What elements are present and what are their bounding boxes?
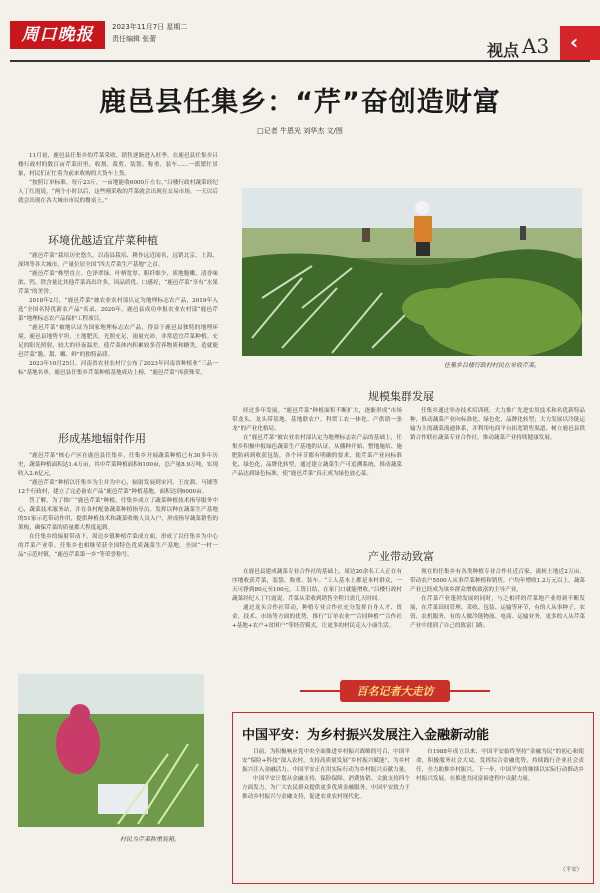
intro-paragraph: “按照订单标准，每斤23斤，一亩地能收6000斤左右，”吕楼行政村蔬菜经纪人丁红霞说，“两个小时以后，这些刚采收的芹菜就会出现在交易市场，一天以后就会出现在各大城市市民的餐桌上。”	[18, 180, 218, 204]
intro-text	[18, 152, 218, 206]
header-rule	[10, 60, 590, 62]
section-body	[232, 407, 402, 547]
section-body-continued	[410, 407, 585, 547]
body-paragraph: 在芹菜产业蓬勃发展的同时，与之相伴的芹菜地产业得到不断发展，在芹菜田间管理、采收、包装、运输等环节，有的人从事种子、农资、农机服务，有的人做冷链物流、电商、运输业务，更多的人从芹菜产业中找到了自己的致富门路。	[410, 596, 585, 629]
sidebar-paragraph: 中国平安计划从金融支持、保险保障、消费协销、文旅支持四个方面发力，为广大农民群众提供更多优质金融服务，中国平安致力于推动乡村振兴与金融支持，促进农业农村现代化。	[242, 776, 410, 800]
sidebar-paragraph: 目前，为积极响应党中央全面推进乡村振兴战略的号召，中国平安“保险+科技”深入农村，支持高质量发展“乡村振兴赋能”，为乡村振兴注入金融活力。中国平安正在用实际行动为乡村振兴贡献力量。	[242, 749, 410, 773]
chevron-left-icon: ‹	[570, 30, 579, 54]
body-paragraph: 现在的任集乡有各类种植专业合作社近百家，流转土地近2万亩，带动农户5500人从事芹菜种植和销售，户均年增收1.2万元以上，蔬菜产业已经成为该乡群众增收致富的主导产业。	[410, 569, 585, 593]
body-paragraph: 经过多年发展，“鹿邑芹菜”种植面积不断扩大，逐渐形成“市场带龙头、龙头带基地、基地联农户，科贸工农一体化、产供销一条龙”的产业化格局。	[232, 408, 402, 432]
sidebar-text-continued	[416, 748, 584, 864]
body-paragraph: 2018年2月，“鹿邑芹菜”被农业农村部认定为地理标志农产品，2019年入选“全国名特优新农产品”名录，2020年，鹿邑县成功申报农业农村部“鹿邑芹菜”地理标志农产品保护工程项目。	[18, 298, 218, 322]
intro-paragraph: 11月初，鹿邑县任集乡的芹菜采收、销售逐渐进入旺季。在鹿邑县任集乡吕楼行政村的数百亩芹菜田里，收割、裁剪、装袋、称重、装车……一派繁忙景象，村民们正忙着为前来收购的大货车上货。	[18, 153, 218, 177]
sidebar-signature: （平安）	[560, 867, 583, 873]
body-paragraph: 通过龙头合作社带动，种植专业合作社充分发挥自身人才、资金、技术、市场等方面的优势，推行“订单农业”“合同种植”“合作社+基地+农户+贫困户”等经营模式，让更多的村民走入小康生活。	[232, 605, 402, 629]
weighing-celery-photo	[18, 674, 204, 827]
body-paragraph: 2023年10月25日，河南省农业农村厅公布了2023年河南省种植业“三品一标”基地名单，鹿邑县任集乡芹菜种植基地成功上榜，“鹿邑芹菜”再获殊荣。	[18, 361, 218, 376]
reporter-campaign-banner	[300, 678, 490, 704]
body-paragraph: 在任集乡的辐射带动下，周边乡镇种植芹菜成方面，形成了以任集乡为中心的芹菜产业带。任集乡也相继荣获全国特色优质蔬菜生产基地，全国“一村一品”示范村镇，“鹿邑芹菜第一乡”等荣誉称号。	[18, 534, 218, 558]
section-heading: 产业带动致富	[368, 550, 434, 563]
body-paragraph: “鹿邑芹菜”被地认证为国家地理标志农产品，得益于鹿邑县独特的地理环境。鹿邑县地势平坦，土地肥沃，光照充足，雨量充沛，非常适宜芹菜种植。充足的阳光照射，较大的昼夜温差，使芹菜体内积累较多营养物质和糖类，造就鹿邑芹菜“脆、甜、嫩、鲜”的独特品质。	[18, 325, 218, 358]
page-tab-marker	[560, 26, 600, 60]
sidebar-paragraph: 自1988年成立以来，中国平安始终坚持“金融为民”的初心和使命，积极服务社会大局，发挥综合金融优势，持续践行企业社会责任，全力助推乡村振兴。下一步，中国平安将继续以实际行动推动乡村振兴发展，在推进共同富裕进程中贡献力量。	[416, 749, 584, 782]
body-paragraph: “鹿邑芹菜”栽培历史悠久，以南县栽培、耕作远近闻名，远销北京、上海、深圳等各大城市，产量位居全国“四大芹菜生产基地”之首。	[18, 253, 218, 268]
body-paragraph: “鹿邑芹菜”核心产区在鹿邑县任集乡。任集乡开展蔬菜种植已有30多年历史，蔬菜种植面积达1.4万亩，其中芹菜种植面积6100亩，总产量8.9万吨，实现收入2.6亿元。	[18, 453, 218, 477]
photo-caption: 村民为芹菜称重装箱。	[120, 836, 181, 843]
body-paragraph: 答了解，为了推广“鹿邑芹菜”种植，任集乡成立了蔬菜种植技术指导服务中心，蔬菜技术服务站，并在各村配备蔬菜种植指导员。发挥以种在蔬菜生产基地的51家示范带动作用，提供种植技术和蔬菜收购人员入户，形成指导蔬菜销售的架构，确保芹菜的质量都大程度起到。	[18, 498, 218, 531]
newspaper-logo: 周口晚报	[10, 21, 105, 49]
photo-caption: 任集乡吕楼行政村村民在采收芹菜。	[444, 362, 541, 369]
body-paragraph: 在鹿邑县建成蔬菜专业合作社的基础上，周边20余名工人正在有序地收获芹菜，装袋、称重、装车。“工人基本上都是本村群众，一天可挣到80元至100元，工资日结，在家门口就能增收。”吕楼行政村蔬菜经纪人丁红霞说，芹菜从采收到销售全程只需几天时间。	[232, 569, 402, 602]
section-heading: 环境优越适宜芹菜种植	[48, 234, 158, 247]
article-headline: 鹿邑县任集乡：“芹”奋创造财富	[99, 87, 501, 118]
section-body	[18, 452, 218, 667]
section-name: 视点	[487, 41, 520, 60]
section-body-continued	[410, 568, 585, 674]
body-paragraph: 在“鹿邑芹菜”被农业农村部认定为地理标志农产品的基础上，任集乡积极申报绿色蔬菜生产基地的认证，从播种开始、整地施培、施肥防病到收获包装，各个环节都有明确的要求，使芹菜产业向标准化、绿色化、品牌化转型，通过建立蔬菜生产可追溯系统，推动蔬菜产品达到绿色标准，使“鹿邑芹菜”真正成为绿色放心菜。	[232, 435, 402, 477]
celery-field-photo	[242, 188, 582, 356]
sidebar-text	[242, 748, 410, 874]
banner-text: 百名记者大走访	[356, 685, 434, 698]
article-byline: □记者 牛恩光 刘华杰 文/图	[257, 127, 343, 135]
sidebar-title: 中国平安：为乡村振兴发展注入金融新动能	[242, 728, 490, 743]
page-number: A3	[522, 34, 550, 58]
body-paragraph: “鹿邑芹菜”株型直立、色泽翠绿、叶柄宽厚、粗纤维少，质地脆嫩、清香味浓、钙、铁含量比其他芹菜高出许多，因品质优、口感好，“鹿邑芹菜”享有“水果芹菜”的美誉。	[18, 271, 218, 295]
section-body	[232, 568, 402, 674]
editor-credit: 责任编辑 张蕾	[112, 35, 157, 43]
body-paragraph: 任集乡通过举办技术培训班，大力推广先进实用技术和名优新特品种，推动蔬菜产业向标准化、绿色化、品牌化转型；大力发展以冷链运输为主的蔬菜流通体系，并利用电商平台拓宽销售渠道，树立鹿邑县供销合作联社蔬菜专业合作社，推动蔬菜产业持续健康发展。	[410, 408, 585, 441]
issue-date: 2023年11月7日 星期二	[112, 23, 188, 31]
section-body	[18, 252, 218, 378]
section-heading: 形成基地辐射作用	[58, 432, 146, 445]
section-heading: 规模集群发展	[368, 390, 434, 403]
body-paragraph: “鹿邑芹菜”种植以任集乡为主并为中心，辐射发展到宋河、王皮溜、马铺等12个行政村，建立了完必备农产品“鹿邑芹菜”种植基地，面积达到6000亩。	[18, 480, 218, 495]
